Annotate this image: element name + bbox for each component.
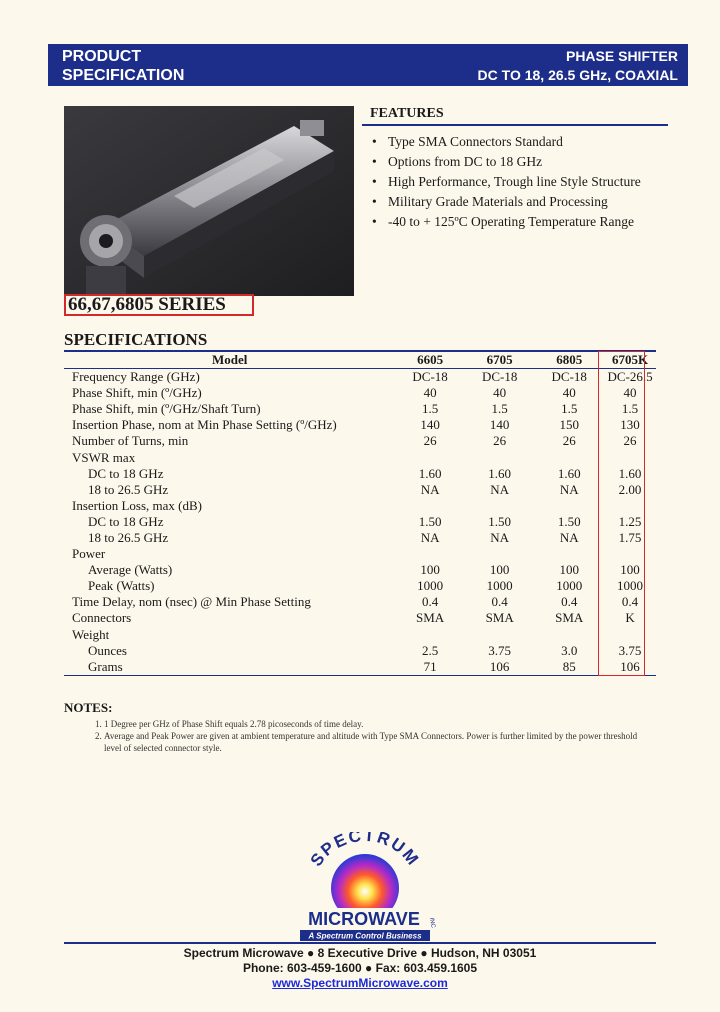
value-cell: 1.5: [561, 401, 578, 417]
value-cell: SMA: [555, 610, 584, 626]
footer-divider: [64, 942, 656, 944]
row-label-cell: Number of Turns, min: [72, 433, 189, 449]
value-cell: DC-18: [481, 369, 518, 385]
feature-item: • -40 to + 125ºC Operating Temperature Range: [388, 212, 668, 232]
specifications-title: SPECIFICATIONS: [64, 330, 208, 349]
table-row: [64, 627, 656, 643]
value-cell: [534, 449, 604, 465]
value-cell: 140: [489, 417, 510, 433]
value-cell: DC-18: [551, 369, 587, 385]
logo-arc-text: SPECTRUM: [306, 832, 424, 870]
value-cell: 3.75: [488, 642, 512, 658]
value-cell: 1000: [556, 578, 583, 594]
table-row: [64, 594, 656, 610]
value-cell: [465, 449, 535, 465]
features-heading: FEATURES: [362, 106, 668, 126]
value-cell: 106: [604, 659, 656, 676]
header-cell-6705: 6705: [465, 351, 535, 369]
value-cell: 26: [623, 433, 637, 449]
value-cell: 0.4: [561, 594, 578, 610]
value-cell: 1000: [486, 578, 513, 594]
value-cell: [534, 627, 604, 643]
value-cell: NA: [420, 529, 440, 545]
value-cell: 26: [493, 433, 507, 449]
value-cell: 40: [493, 385, 507, 401]
header-left-line2: SPECIFICATION: [62, 67, 185, 84]
value-cell: 1.60: [557, 465, 581, 481]
value-cell: SMA: [415, 610, 445, 626]
value-cell: [465, 627, 535, 643]
value-cell: 0.4: [421, 594, 439, 610]
features-list: [362, 132, 668, 232]
value-cell: 2.00: [618, 481, 642, 497]
value-cell: SMA: [485, 610, 514, 626]
table-row: [64, 643, 656, 659]
value-cell: 1.60: [488, 465, 512, 481]
table-row: [64, 514, 656, 530]
row-label-cell: Power: [72, 546, 106, 562]
row-label-cell: DC to 18 GHz: [88, 465, 164, 481]
value-cell: 1.60: [618, 465, 642, 481]
row-label-cell: Insertion Phase, nom at Min Phase Setting (º/GHz): [72, 417, 337, 433]
features-panel: [362, 106, 668, 232]
table-row: [64, 610, 656, 626]
footer-address: Spectrum Microwave ● 8 Executive Drive ● Hudson, NH 03051: [183, 946, 537, 960]
table-row: [64, 578, 656, 594]
feature-item: • Military Grade Materials and Processing: [388, 192, 668, 212]
table-row: [64, 369, 656, 386]
value-cell: 100: [620, 562, 640, 578]
row-label-cell: Weight: [72, 626, 110, 642]
value-cell: 1000: [617, 578, 644, 594]
header-cell-6705k: 6705K: [604, 351, 656, 369]
value-cell: 1.50: [557, 513, 581, 529]
value-cell: 3.75: [618, 642, 642, 658]
footer: [64, 946, 656, 991]
value-cell: NA: [490, 529, 510, 545]
table-row: [64, 433, 656, 449]
row-label-cell: Phase Shift, min (º/GHz): [72, 385, 202, 401]
value-cell: 100: [559, 562, 579, 578]
table-row: [64, 417, 656, 433]
logo-word: MICROWAVE: [308, 909, 420, 929]
table-row: [64, 546, 656, 562]
specifications-body: [64, 369, 656, 676]
value-cell: 0.4: [491, 594, 508, 610]
value-cell: 26: [562, 433, 576, 449]
value-cell: 1.50: [488, 513, 512, 529]
value-cell: [395, 498, 465, 514]
value-cell: 3.0: [561, 642, 578, 658]
table-row: [64, 530, 656, 546]
row-label-cell: Insertion Loss, max (dB): [72, 497, 202, 513]
value-cell: 100: [489, 562, 510, 578]
header-cell-6605: 6605: [395, 351, 465, 369]
value-cell: 100: [420, 562, 440, 578]
table-row: [64, 449, 656, 465]
value-cell: 26: [423, 433, 437, 449]
row-label-cell: Connectors: [72, 610, 132, 626]
row-label-cell: Grams: [64, 659, 395, 676]
value-cell: 1.60: [418, 465, 442, 481]
value-cell: [395, 546, 465, 562]
value-cell: [465, 498, 535, 514]
logo-tagline: A Spectrum Control Business: [308, 931, 422, 941]
row-label-cell: Ounces: [88, 642, 127, 658]
value-cell: 1000: [417, 578, 444, 594]
table-row: [64, 466, 656, 482]
value-cell: 1.75: [618, 529, 642, 545]
table-row: [64, 659, 656, 676]
logo-inc: INC: [428, 917, 436, 929]
value-cell: [465, 546, 535, 562]
value-cell: NA: [559, 529, 579, 545]
value-cell: DC-18: [412, 369, 448, 385]
header-right: [478, 47, 678, 85]
header-left-line1: PRODUCT: [62, 48, 142, 65]
value-cell: 150: [559, 417, 579, 433]
feature-item: • Options from DC to 18 GHz: [388, 152, 668, 172]
table-row: [64, 482, 656, 498]
row-label-cell: Frequency Range (GHz): [72, 369, 200, 385]
value-cell: NA: [420, 481, 440, 497]
header-right-line2: DC TO 18, 26.5 GHz, COAXIAL: [477, 67, 678, 83]
row-label-cell: Average (Watts): [88, 562, 173, 578]
value-cell: NA: [559, 481, 579, 497]
value-cell: 40: [623, 385, 637, 401]
series-label: 66,67,6805 SERIES: [64, 294, 254, 316]
value-cell: 40: [423, 385, 437, 401]
product-photo: [64, 106, 354, 296]
value-cell: [395, 627, 465, 643]
row-label-cell: DC to 18 GHz: [88, 513, 164, 529]
footer-website-link[interactable]: www.SpectrumMicrowave.com: [272, 976, 448, 990]
note-item: 2. Average and Peak Power are given at ambient temperature and altitude with Type SMA Connectors. Power is further limited by the power threshold level of selected connector style.: [104, 730, 656, 754]
phase-shifter-illustration: [64, 106, 354, 296]
value-cell: [534, 546, 604, 562]
note-item: 1. 1 Degree per GHz of Phase Shift equals 2.78 picoseconds of time delay.: [104, 718, 656, 730]
value-cell: NA: [490, 481, 510, 497]
header-right-line1: PHASE SHIFTER: [565, 48, 678, 64]
feature-item: • High Performance, Trough line Style Structure: [388, 172, 668, 192]
value-cell: 71: [395, 659, 465, 676]
header-cell-6805: 6805: [534, 351, 604, 369]
value-cell: 1.5: [421, 401, 439, 417]
row-label-cell: Phase Shift, min (º/GHz/Shaft Turn): [72, 401, 261, 417]
row-label-cell: 18 to 26.5 GHz: [88, 481, 169, 497]
header-banner: [48, 44, 688, 86]
value-cell: [534, 498, 604, 514]
row-label-cell: VSWR max: [72, 449, 136, 465]
table-row: [64, 385, 656, 401]
row-label-cell: Peak (Watts): [88, 578, 155, 594]
value-cell: 1.5: [491, 401, 508, 417]
table-header-row: [64, 351, 656, 369]
header-left: [62, 47, 184, 85]
logo-graphic: [290, 832, 440, 944]
table-row: [64, 498, 656, 514]
specifications-table: [64, 350, 656, 676]
notes-section: [64, 700, 656, 754]
row-label-cell: 18 to 26.5 GHz: [88, 529, 169, 545]
row-label-cell: Time Delay, nom (nsec) @ Min Phase Setting: [72, 594, 311, 610]
value-cell: K: [625, 610, 635, 626]
value-cell: 106: [465, 659, 535, 676]
value-cell: 40: [562, 385, 576, 401]
value-cell: 1.50: [418, 513, 442, 529]
value-cell: 1.5: [621, 401, 639, 417]
table-row: [64, 401, 656, 417]
value-cell: 0.4: [621, 594, 639, 610]
value-cell: 1.25: [618, 513, 642, 529]
feature-item: • Type SMA Connectors Standard: [388, 132, 668, 152]
value-cell: 2.5: [421, 642, 439, 658]
header-cell-model: Model: [64, 351, 395, 369]
footer-phone-fax: Phone: 603-459-1600 ● Fax: 603.459.1605: [242, 961, 478, 975]
value-cell: [395, 449, 465, 465]
6705k-highlight-box: [598, 351, 645, 676]
value-cell: 140: [420, 417, 440, 433]
value-cell: 130: [620, 417, 640, 433]
notes-heading: NOTES:: [64, 700, 113, 715]
table-row: [64, 562, 656, 578]
spectrum-microwave-logo: [290, 832, 440, 944]
value-cell: DC-26.5: [607, 369, 653, 385]
notes-list: [104, 718, 656, 754]
value-cell: 85: [534, 659, 604, 676]
